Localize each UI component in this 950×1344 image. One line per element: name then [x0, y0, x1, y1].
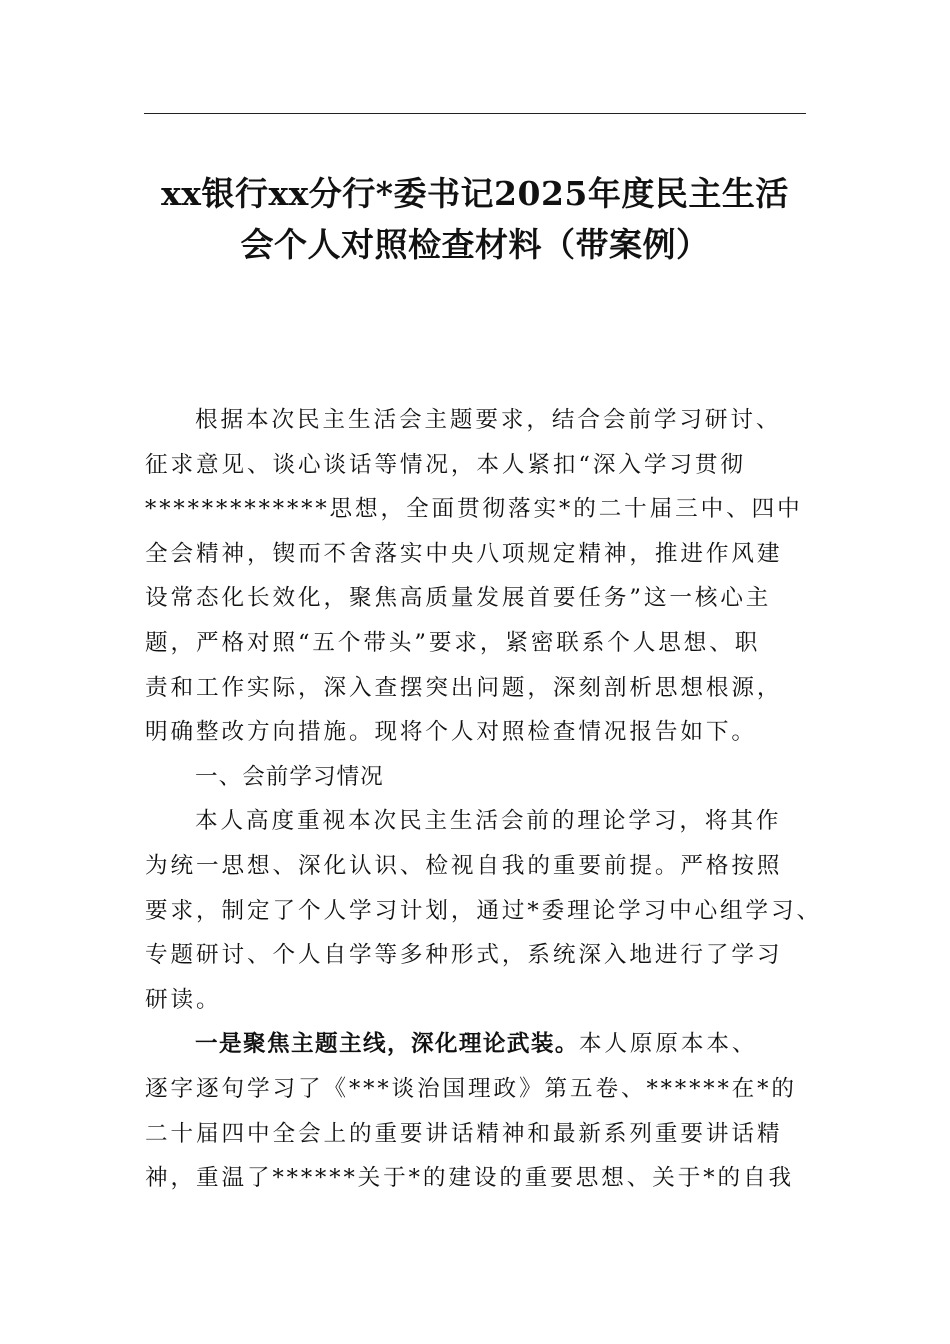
document-title — [120, 168, 830, 270]
title-line-1: xx银行xx分行*委书记2025年度民主生活 — [161, 174, 789, 213]
point1-line-1 — [145, 1022, 807, 1067]
intro-line-4: 全会精神，锲而不舍落实中央八项规定精神，推进作风建 — [145, 540, 783, 567]
intro-line-5: 设常态化长效化，聚焦高质量发展首要任务”这一核心主 — [145, 585, 772, 612]
section1-line-3: 要求，制定了个人学习计划，通过*委理论学习中心组学习、 — [145, 897, 823, 924]
point1-first-rest: 本人原原本本、 — [578, 1031, 758, 1058]
point1-line-3: 二十届四中全会上的重要讲话精神和最新系列重要讲话精 — [145, 1120, 783, 1147]
intro-line-1: 根据本次民主生活会主题要求，结合会前学习研讨、 — [195, 407, 782, 433]
point1-line-2: 逐字逐句学习了《***谈治国理政》第五卷、******在*的 — [145, 1075, 797, 1102]
intro-line-3: *************思想，全面贯彻落实*的二十届三中、四中 — [145, 496, 803, 523]
document-body — [145, 398, 823, 1201]
section1-line-1: 本人高度重视本次民主生活会前的理论学习，将其作 — [195, 808, 782, 835]
section1-line-4: 专题研讨、个人自学等多种形式，系统深入地进行了学习 — [145, 942, 783, 969]
intro-line-6: 题，严格对照“五个带头”要求，紧密联系个人思想、职 — [145, 629, 761, 656]
section1-line-2: 为统一思想、深化认识、检视自我的重要前提。严格按照 — [145, 852, 783, 879]
intro-line-7: 责和工作实际，深入查摆突出问题，深刻剖析思想根源， — [145, 674, 783, 701]
title-line-2: 会个人对照检查材料（带案例） — [240, 225, 710, 264]
section1-line-5: 研读。 — [145, 986, 222, 1013]
intro-line-8: 明确整改方向措施。现将个人对照检查情况报告如下。 — [145, 719, 757, 746]
section-heading-1: 一、会前学习情况 — [195, 763, 384, 790]
intro-line-2: 征求意见、谈心谈话等情况，本人紧扣“深入学习贯彻 — [145, 451, 746, 478]
header-rule — [144, 113, 806, 114]
point1-line-4: 神，重温了******关于*的建设的重要思想、关于*的自我 — [145, 1165, 794, 1192]
point1-bold-lead: 一是聚焦主题主线，深化理论武装。 — [195, 1031, 579, 1058]
